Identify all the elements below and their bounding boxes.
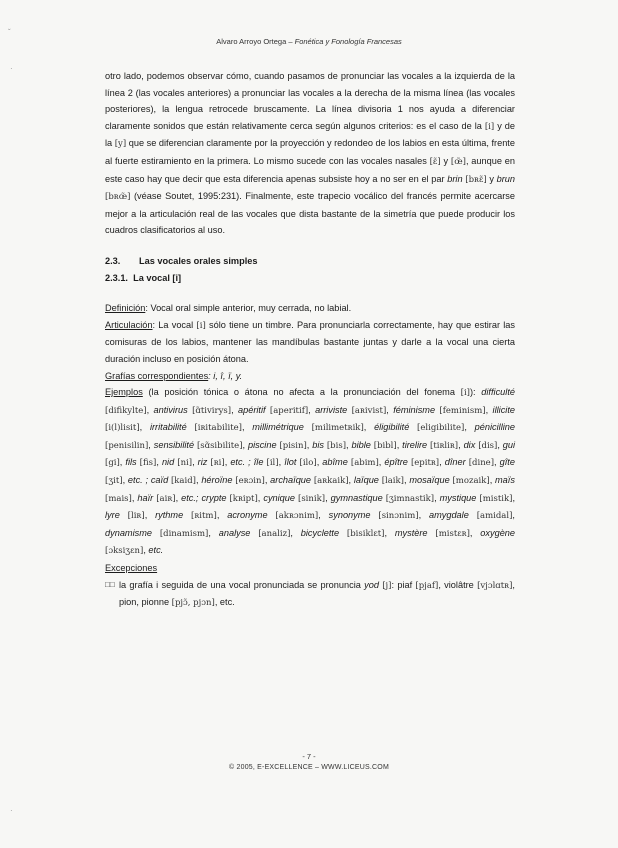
- example-word: tirelire: [402, 439, 428, 450]
- example-word: dix: [463, 439, 476, 450]
- intro-text-3: , aunque en este caso hay que decir que esta diferencia apenas subsiste hoy a no ser en el par: [105, 155, 515, 184]
- example-word: nid: [161, 457, 175, 468]
- example-word: bible: [351, 439, 371, 450]
- exception-text-b: : piaf: [391, 579, 416, 590]
- spacer: [105, 286, 515, 300]
- subsection-heading: [105, 270, 515, 287]
- phonetic-e-nasal: [ɛ̃]: [429, 156, 441, 167]
- example-word: irritabilité: [149, 422, 187, 433]
- example-phonetic: [mozaik]: [452, 476, 490, 487]
- example-word: féminisme: [393, 404, 436, 415]
- example-word: archaïque: [270, 475, 312, 486]
- example-word: abîme: [322, 457, 348, 468]
- example-phonetic: [il]: [266, 458, 279, 469]
- document-body: [105, 68, 515, 612]
- example-phonetic: [gi]: [105, 458, 120, 469]
- example-phonetic: [sɑ̃sibilite]: [196, 440, 243, 451]
- example-phonetic: [ʒit]: [105, 476, 123, 487]
- examples-intro: (la posición tónica o átona no afecta a la pronunciación del fonema: [142, 387, 461, 398]
- example-word: illicite: [492, 404, 516, 415]
- example-phonetic: [liʀ]: [127, 511, 145, 522]
- example-phonetic: [i(l)lisit]: [105, 423, 140, 434]
- intro-text-4: (véase Soutet, 1995:231). Finalmente, este trapecio vocálico del francés permite acercarse mejor a la articulación real de las vocales que dista bastante de la simetría que puede producir los cuadros clasificatorios al uso.: [105, 191, 515, 236]
- example-phonetic: [mais]: [105, 493, 132, 504]
- example-phonetic: [analiz]: [258, 528, 291, 539]
- intro-text-y: y de la: [105, 120, 515, 149]
- example-phonetic: [penisilin]: [105, 440, 149, 451]
- example-phonetic: [dis]: [478, 440, 498, 451]
- exceptions-label: Excepciones: [105, 563, 158, 574]
- definition-text: : Vocal oral simple anterior, muy cerrada, no labial.: [145, 303, 352, 314]
- example-word: sensibilité: [153, 439, 195, 450]
- example-word: etc.; crypte: [181, 492, 227, 503]
- example-word: gui: [502, 439, 516, 450]
- examples-paragraph: [105, 384, 515, 560]
- phonetic-i: [i]: [484, 121, 495, 132]
- example-word: gîte: [499, 457, 515, 468]
- phonetic-j: [j]: [382, 580, 392, 591]
- intro-text-1: otro lado, podemos observar cómo, cuando pasamos de pronunciar las vocales a la izquierda de la línea 2 (las vocales anteriores) a pronunciar las vocales a la derecha de la misma línea (las vocales posteriores), la lengua retrocede bruscamente. La línea divisoria 1 nos ayuda a diferenciar claramente sonidos que están relativamente cerca según algunos criterios: es el caso de la: [105, 71, 515, 131]
- example-phonetic: [feminism]: [439, 405, 486, 416]
- phonetic-oe-nasal: [œ̃]: [450, 156, 466, 167]
- example-word: amygdale: [428, 510, 469, 521]
- example-phonetic: [pisin]: [279, 440, 307, 451]
- example-list: difficulté [difikylte], antivirus [ɑ̃tivirys], apéritif [aperitif], arriviste [aʀivist], féminisme [feminism], illicite [i(l)lisit], irritabilité [iʀitabilite], millimétrique [milimetʀik], éligibilité [eligibilite], pénicilline [penisilin], sensibilité [sɑ̃sibilite], piscine [pisin], bis [bis], bible [bibl], tirelire [tiʀliʀ], dix [dis], gui [gi], fils [fis], nid [ni], riz [ʀi], etc. ; île [il], îlot [ilo], abîme [abim], épître [epitʀ], dîner [dine], gîte [ʒit], etc. ; caïd [kaid], héroïne [eʀɔin], archaïque [aʀkaik], laïque [laik], mosaïque [mozaik], maïs [mais], haïr [aiʀ], etc.; crypte [kʀipt], cynique [sinik], gymnastique [ʒimnastik], mystique [mistik], lyre [liʀ], rythme [ʀitm], acronyme [akʀɔnim], synonyme [sinɔnim], amygdale [amidal], dynamisme [dinamism], analyse [analiz], bicyclette [bisiklɛt], mystère [mistɛʀ], oxygène [ɔksiʒɛn],: [105, 387, 516, 557]
- example-phonetic: [tiʀliʀ]: [430, 440, 459, 451]
- example-phonetic: [sinɔnim]: [378, 511, 419, 522]
- example-word: riz: [197, 457, 208, 468]
- example-word: etc. ; île: [230, 457, 264, 468]
- example-phonetic: [iʀitabilite]: [194, 423, 242, 434]
- intro-paragraph: [105, 68, 515, 239]
- intro-and-2: y: [486, 173, 497, 184]
- exception-text-a: la grafía i seguida de una vocal pronunciada se pronuncia: [119, 579, 365, 590]
- example-word: difficulté: [481, 387, 515, 398]
- page-number: - 7 -: [302, 752, 316, 761]
- example-phonetic: [eligibilite]: [417, 423, 465, 434]
- example-word: haïr: [137, 492, 154, 503]
- example-word: millimétrique: [252, 422, 304, 433]
- example-phonetic: [aiʀ]: [156, 493, 176, 504]
- example-phonetic: [kaid]: [170, 476, 196, 487]
- word-brin: brin: [447, 173, 463, 184]
- intro-and: y: [440, 155, 451, 166]
- definition-paragraph: [105, 300, 515, 317]
- example-phonetic: [difikylte]: [105, 405, 147, 416]
- example-phonetic: [amidal]: [476, 511, 513, 522]
- example-phonetic: [ɔksiʒɛn]: [105, 546, 144, 557]
- example-word: synonyme: [328, 510, 371, 521]
- example-word: piscine: [247, 439, 277, 450]
- example-word: antivirus: [153, 404, 188, 415]
- example-phonetic: [bibl]: [373, 440, 397, 451]
- running-header: [0, 37, 618, 46]
- phonetic-y: [y]: [114, 139, 127, 150]
- example-word: etc. ; caïd: [127, 475, 169, 486]
- example-word: mosaïque: [409, 475, 450, 486]
- phonetic-brun: [bʀœ̃]: [105, 192, 131, 203]
- example-word: cynique: [263, 492, 296, 503]
- exception-item: [105, 577, 515, 612]
- example-phonetic: [aʀivist]: [351, 405, 387, 416]
- example-phonetic: [ɑ̃tivirys]: [192, 405, 232, 416]
- example-word: éligibilité: [374, 422, 410, 433]
- scan-mark-icon: ·: [10, 64, 13, 73]
- example-word: lyre: [105, 510, 120, 521]
- example-phonetic: [mistik]: [479, 493, 513, 504]
- example-word: bicyclette: [300, 527, 340, 538]
- phonetic-brin: [bʀɛ̃]: [465, 174, 487, 185]
- example-phonetic: [ʀi]: [210, 458, 225, 469]
- example-word: épître: [384, 457, 408, 468]
- exceptions-heading: [105, 560, 515, 577]
- header-author: Alvaro Arroyo Ortega: [216, 37, 287, 46]
- example-phonetic: [ni]: [177, 458, 193, 469]
- articulation-text-a: : La vocal: [152, 319, 197, 330]
- scan-mark-icon: ˇ: [8, 28, 11, 37]
- example-word: maïs: [495, 475, 515, 486]
- graphies-text: : i, î, ï, y.: [208, 370, 243, 381]
- definition-label: Definición: [105, 303, 146, 314]
- example-phonetic: [ʒimnastik]: [385, 493, 435, 504]
- section-title: Las vocales orales simples: [139, 255, 258, 266]
- example-phonetic: [bisiklɛt]: [346, 528, 385, 539]
- header-separator: –: [286, 37, 295, 46]
- example-word: rythme: [155, 510, 184, 521]
- example-phonetic: [akʀɔnim]: [275, 511, 319, 522]
- phonetic-pion: [pjɔ̃, pjɔn]: [171, 598, 215, 609]
- checkbox-marker-icon: □□: [105, 579, 115, 589]
- example-phonetic: [sinik]: [298, 493, 326, 504]
- example-phonetic: [aʀkaik]: [313, 476, 349, 487]
- copyright-line: © 2005, E-EXCELLENCE – WWW.LICEUS.COM: [229, 764, 389, 771]
- example-word: fils: [125, 457, 137, 468]
- section-heading: [105, 253, 515, 270]
- header-title: Fonética y Fonología Francesas: [294, 37, 402, 46]
- example-word: acronyme: [227, 510, 268, 521]
- example-phonetic: [ʀitm]: [191, 511, 217, 522]
- example-word: apéritif: [237, 404, 266, 415]
- intro-text-2: que se diferencian claramente por la proyección y redondeo de los labios en esta última, frente al fuerte estiramiento en la primera. Lo mismo sucede con las vocales nasales: [105, 138, 515, 166]
- phonetic-i-ex: [i]: [460, 388, 470, 399]
- example-phonetic: [aperitif]: [269, 405, 309, 416]
- example-word: bis: [312, 439, 324, 450]
- articulation-text-b: sólo tiene un timbre. Para pronunciarla correctamente, hay que estirar las comisuras de los labios, mantener las mandíbulas bastante juntas y darle a la vocal una cierta duración incluso en posición átona.: [105, 319, 515, 364]
- subsection-title: La vocal [i]: [133, 272, 182, 283]
- example-phonetic: [bis]: [326, 440, 347, 451]
- spacer: [105, 239, 515, 253]
- example-word: dynamisme: [105, 527, 152, 538]
- example-word: dîner: [444, 457, 466, 468]
- graphies-label: Grafías correspondientes: [105, 370, 209, 381]
- example-phonetic: [abim]: [350, 458, 379, 469]
- subsection-number: 2.3.1.: [105, 272, 128, 283]
- word-yod: yod: [364, 579, 379, 590]
- exception-text-d: , pion, pionne: [119, 579, 515, 608]
- section-number: 2.3.: [105, 255, 121, 266]
- example-phonetic: [fis]: [139, 458, 157, 469]
- examples-end: etc.: [148, 545, 164, 556]
- example-phonetic: [mistɛʀ]: [435, 528, 470, 539]
- example-phonetic: [ilo]: [299, 458, 317, 469]
- example-word: laïque: [353, 475, 379, 486]
- example-word: analyse: [218, 527, 251, 538]
- phonetic-violatre: [vjɔlɑtʀ]: [477, 580, 513, 591]
- exception-text: [119, 577, 515, 612]
- example-word: gymnastique: [330, 492, 383, 503]
- example-word: oxygène: [480, 527, 516, 538]
- graphies-paragraph: [105, 368, 515, 385]
- example-phonetic: [dine]: [468, 458, 495, 469]
- examples-close: ):: [469, 387, 476, 398]
- example-word: mystère: [394, 527, 428, 538]
- example-phonetic: [epitʀ]: [410, 458, 440, 469]
- example-phonetic: [laik]: [381, 476, 404, 487]
- word-brun: brun: [496, 173, 516, 184]
- phonetic-piaf: [pjaf]: [415, 580, 439, 591]
- exception-text-e: , etc.: [214, 597, 235, 608]
- example-word: héroïne: [201, 475, 233, 486]
- articulation-paragraph: [105, 317, 515, 368]
- articulation-label: Articulación: [105, 319, 153, 330]
- exception-text-c: , violâtre: [438, 579, 478, 590]
- examples-label: Ejemplos: [105, 387, 143, 398]
- example-phonetic: [milimetʀik]: [311, 423, 364, 434]
- phonetic-i-art: [i]: [196, 320, 206, 331]
- example-word: îlot: [284, 457, 297, 468]
- example-word: arriviste: [315, 404, 348, 415]
- example-phonetic: [dinamism]: [159, 528, 209, 539]
- example-word: pénicilline: [474, 422, 516, 433]
- example-word: mystique: [439, 492, 477, 503]
- scan-mark-icon: ·: [10, 806, 13, 815]
- example-phonetic: [eʀɔin]: [235, 476, 265, 487]
- example-phonetic: [kʀipt]: [229, 493, 258, 504]
